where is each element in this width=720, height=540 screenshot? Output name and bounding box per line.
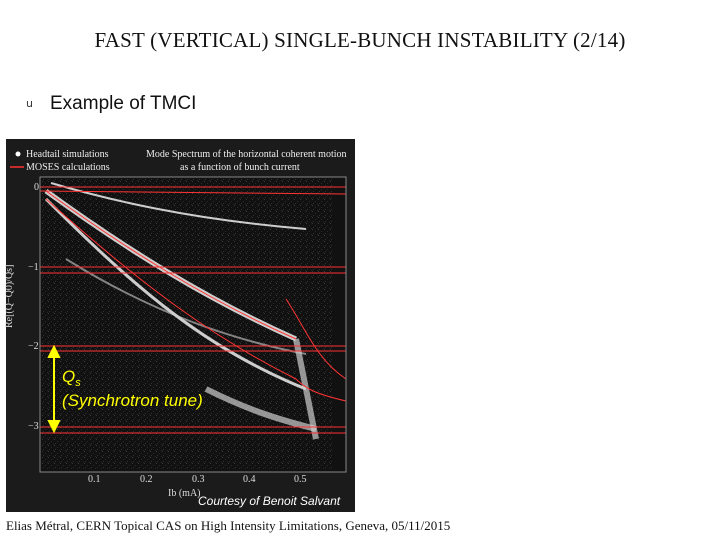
qs-main: Q [62, 367, 76, 386]
x-tick: 0.1 [88, 474, 101, 485]
figure-heading-line2: as a function of bunch current [180, 162, 300, 173]
legend-headtail: Headtail simulations [26, 149, 109, 160]
x-axis-label: Ib (mA) [168, 488, 201, 499]
x-tick: 0.5 [294, 474, 307, 485]
qs-subscript: s [75, 377, 81, 389]
x-tick: 0.4 [243, 474, 256, 485]
y-tick: −1 [28, 262, 39, 273]
x-tick: 0.3 [192, 474, 205, 485]
bullet-icon: u [26, 97, 33, 110]
slide-title: FAST (VERTICAL) SINGLE-BUNCH INSTABILITY (2/14) [94, 28, 626, 52]
y-tick: 0 [34, 182, 39, 193]
slide-footer: Elias Métral, CERN Topical CAS on High Intensity Limitations, Geneva, 05/11/2015 [6, 518, 451, 533]
figure-heading-line1: Mode Spectrum of the horizontal coherent motion [146, 149, 347, 160]
legend-dot-icon [16, 152, 21, 157]
qs-label [62, 367, 81, 387]
x-tick: 0.2 [140, 474, 153, 485]
qs-description: (Synchrotron tune) [62, 391, 203, 410]
mode-spectrum-image [6, 139, 355, 512]
legend-moses: MOSES calculations [26, 162, 110, 173]
y-tick: −2 [28, 341, 39, 352]
y-axis-label: Re[(Q−Q0)/Qs] [4, 264, 15, 328]
bullet-text: Example of TMCI [50, 93, 197, 114]
figure-credit: Courtesy of Benoit Salvant [198, 494, 341, 508]
tmci-figure [6, 139, 355, 512]
y-tick: −3 [28, 421, 39, 432]
